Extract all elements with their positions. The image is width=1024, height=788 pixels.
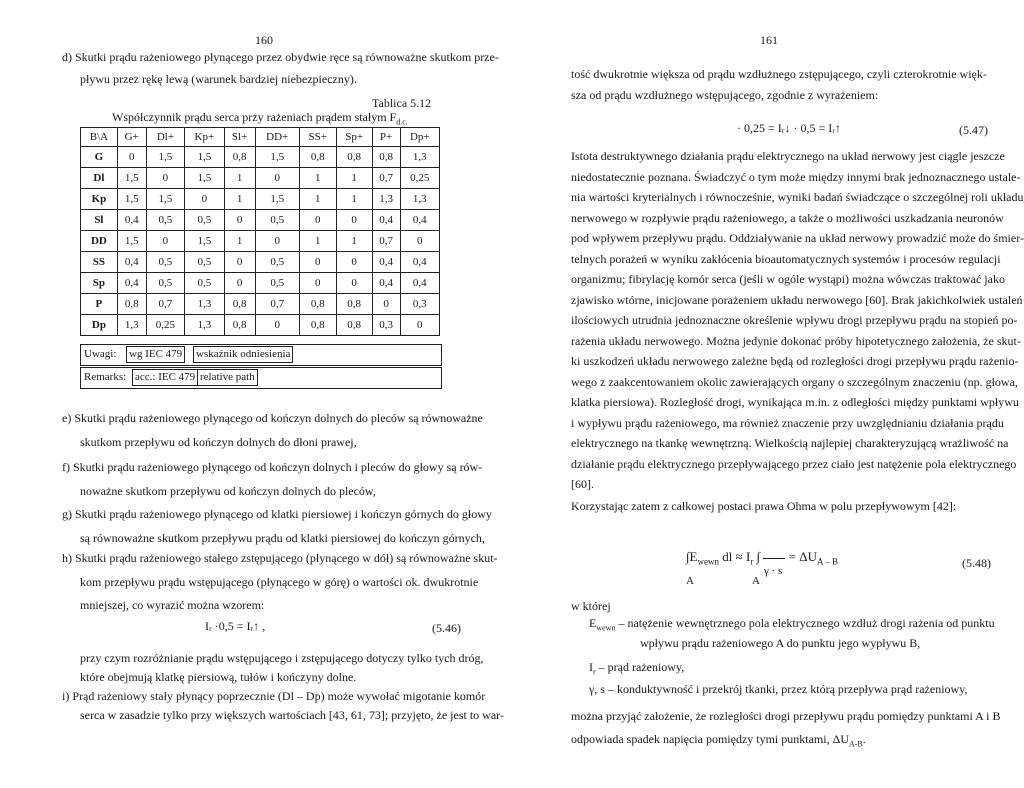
table-cell: 0,5 — [146, 210, 185, 231]
body-line: elektrycznego na tkankę wewnętrzną. Wielkością najlepiej charakteryzującą wrażliwość na — [571, 436, 1009, 450]
col-header: Dl+ — [146, 128, 185, 147]
table-cell: 1 — [224, 168, 255, 189]
table-cell: 0,7 — [372, 231, 400, 252]
formula-number: (5.47) — [959, 123, 988, 137]
ohm-line: Korzystając zatem z całkowej postaci prawa Ohma w polu przepływowym [42]: — [571, 499, 957, 513]
paragraph-line: f) Skutki prądu rażeniowego płynącego od kończyn dolnych i pleców do głowy są rów- — [62, 460, 483, 474]
table-cell: 1,5 — [146, 189, 185, 210]
table-cell: 0 — [400, 315, 439, 336]
table-cell: 0 — [336, 273, 372, 294]
paragraph-line: mniejszej, co wyrazić można wzorem: — [80, 598, 265, 612]
table-cell: 1,5 — [255, 147, 299, 168]
table-cell: 0 — [299, 210, 336, 231]
col-header: Kp+ — [185, 128, 224, 147]
table-cell: 0,5 — [146, 252, 185, 273]
table-row — [81, 273, 440, 294]
body-line: działanie prądu elektrycznego przepływającego przez ciało jest natężenie pola elektrycznego — [571, 456, 1017, 471]
note-box: wskaźnik odniesienia — [193, 346, 293, 363]
table-row — [81, 231, 440, 252]
table-row — [81, 210, 440, 231]
page-number: 160 — [255, 33, 273, 47]
table-cell: 0 — [299, 252, 336, 273]
coefficient-table — [80, 127, 440, 336]
right-page — [512, 0, 1024, 788]
table-cell: 0,5 — [185, 273, 224, 294]
col-header: SS+ — [299, 128, 336, 147]
definition-line: $I_r$ – prąd rażeniowy, — [589, 660, 685, 677]
table-cell: 0,4 — [372, 252, 400, 273]
integral-limit: A — [686, 575, 694, 587]
col-header: Sl+ — [224, 128, 255, 147]
table-caption: Współczynnik prądu serca przy rażeniach prądem stałym $F_{d.c.}$ — [112, 110, 408, 127]
col-header: Sp+ — [336, 128, 372, 147]
table-cell: 0,8 — [299, 147, 336, 168]
table-cell: 0,4 — [117, 252, 146, 273]
fraction-denominator: γ · s — [764, 565, 783, 577]
table-row — [81, 294, 440, 315]
table-cell: 0,7 — [146, 294, 185, 315]
text-line: tość dwukrotnie większa od prądu wzdłużnego zstępującego, czyli czterokrotnie więk- — [571, 67, 987, 81]
integral-limit: A — [752, 575, 760, 587]
table-cell: 1,3 — [372, 189, 400, 210]
table-row — [81, 315, 440, 336]
table-cell: 0 — [255, 168, 299, 189]
body-line: niedostatecznie poznana. Świadczyć o tym może między innymi brak jednoznacznego ustale- — [571, 169, 1021, 184]
table-row — [81, 189, 440, 210]
definition-line: γ, s – konduktywność i przekrój tkanki, przez którą przepływa prąd rażeniowy, — [589, 682, 968, 696]
table-cell: 0,8 — [224, 315, 255, 336]
table-cell: 0,25 — [146, 315, 185, 336]
table-cell: 0 — [400, 231, 439, 252]
body-line: Istota destruktywnego działania prądu elektrycznego na układ nerwowy jest ciągle jeszcze — [571, 149, 1005, 163]
table-cell: 0,8 — [299, 294, 336, 315]
table-cell: 0 — [224, 273, 255, 294]
table-cell: 1,5 — [185, 168, 224, 189]
table-cell: 0,8 — [224, 294, 255, 315]
body-line: organizmu; fibrylację komór serca (jeśli w ogóle wystąpi) można wówczas traktować jako — [571, 272, 1005, 286]
table-cell: 0,4 — [117, 210, 146, 231]
table-cell: 0,3 — [372, 315, 400, 336]
table-cell: 1 — [336, 231, 372, 252]
table-cell: 1,3 — [400, 189, 439, 210]
table-header-row — [81, 128, 440, 147]
table-cell: 0 — [255, 231, 299, 252]
closing-line: odpowiada spadek napięcia pomiędzy tymi punktami, $\Delta U_{A-B}$. — [571, 732, 866, 749]
table-cell: 0,5 — [255, 252, 299, 273]
table-cell: 0,4 — [400, 273, 439, 294]
note-row-uwagi — [80, 344, 442, 366]
table-cell: 0,5 — [255, 210, 299, 231]
row-header: Kp — [81, 189, 118, 210]
note-label: Uwagi: — [84, 348, 117, 360]
formula-5-46: Iᵣ ·0,5 = Iᵣ↑ , — [205, 619, 266, 633]
formula-number: (5.48) — [962, 556, 991, 570]
table-cell: 0,8 — [336, 315, 372, 336]
intro-line: d) Skutki prądu rażeniowego płynącego przez obydwie ręce są równoważne skutkom prze- — [62, 50, 499, 64]
row-header: DD — [81, 231, 118, 252]
table-cell: 0,8 — [299, 315, 336, 336]
table-cell: 1 — [299, 231, 336, 252]
row-header: G — [81, 147, 118, 168]
table-cell: 0 — [255, 315, 299, 336]
col-header: DD+ — [255, 128, 299, 147]
paragraph-line: i) Prąd rażeniowy stały płynący poprzecznie (Dl – Dp) może wywołać migotanie komór — [62, 689, 486, 703]
formula-number: (5.46) — [432, 621, 461, 635]
table-cell: 1,3 — [400, 147, 439, 168]
table-cell: 0 — [185, 189, 224, 210]
table-cell: 1 — [299, 189, 336, 210]
paragraph-line: są równoważne skutkom przepływu prądu od klatki piersiowej do kończyn górnych, — [80, 530, 485, 545]
note-box: wg IEC 479 — [126, 346, 185, 363]
col-header: G+ — [117, 128, 146, 147]
body-line: nerwowego w rozpływie prądu rażeniowego, a także o możliwości uszkadzania neuronów — [571, 210, 1004, 225]
table-cell: 1 — [224, 231, 255, 252]
table-cell: 0,5 — [185, 210, 224, 231]
table-cell: 0,4 — [117, 273, 146, 294]
body-line: telnych porażeń w wyniku zakłócenia bioautomatycznych systemów i procesów regulacji — [571, 251, 1001, 266]
body-line: rażenia układu nerwowego. Można jedynie dokonać próby hipotetycznego założenia, że skut- — [571, 333, 1021, 348]
body-line: ki uszkodzeń układu nerwowego zależne będą od rozległości drogi przepływu prądu rażenio- — [571, 354, 1019, 368]
paragraph-line: kom przepływu prądu wstępującego (płynącego w górę) o wartości ok. dwukrotnie — [80, 574, 479, 589]
paragraph-line: przy czym rozróżnianie prądu wstępującego i zstępującego dotyczy tylko tych dróg, — [80, 651, 484, 665]
table-cell: 0,4 — [400, 252, 439, 273]
table-cell: 0,8 — [117, 294, 146, 315]
table-cell: 1,5 — [185, 231, 224, 252]
table-cell: 0,4 — [400, 210, 439, 231]
col-header: B\A — [81, 128, 118, 147]
body-line: ilościowych utrudnia jednoznaczne określenie wpływu drogi przepływu prądu na stopień po- — [571, 313, 1018, 327]
body-line: [60]. — [571, 477, 594, 491]
row-header: Dp — [81, 315, 118, 336]
col-header: P+ — [372, 128, 400, 147]
table-label: Tablica 5.12 — [372, 96, 432, 110]
table-cell: 0,25 — [400, 168, 439, 189]
formula-5-48: $\int E_{wewn}$ dl ≈ $I_r$ ∫ = $\Delta U_{A - B}$ — [686, 549, 839, 567]
table-cell: 1,5 — [117, 168, 146, 189]
note-row-remarks — [80, 367, 442, 389]
text-line: sza od prądu wzdłużnego wstępującego, zgodnie z wyrażeniem: — [571, 88, 879, 102]
table-cell: 1,5 — [117, 189, 146, 210]
table-cell: 1,3 — [117, 315, 146, 336]
table-cell: 1,5 — [117, 231, 146, 252]
body-line: nia wartości kryterialnych i równocześnie, wyniki badań świadczące o szczególnej roli układu — [571, 190, 1024, 204]
intro-line: pływu przez rękę lewą (warunek bardziej niebezpieczny). — [80, 72, 357, 86]
body-line: pod wpływem przepływu prądu. Oddziaływanie na układ nerwowy prowadzić może do śmier- — [571, 231, 1024, 245]
body-line: wego z zaakcentowaniem okolic zawierających organy o szczególnym znaczeniu (np. głowa, — [571, 374, 1018, 389]
table-cell: 0 — [336, 252, 372, 273]
row-header: Sp — [81, 273, 118, 294]
table-cell: 0,7 — [255, 294, 299, 315]
table-cell: 0,8 — [224, 147, 255, 168]
definition-line: wpływu prądu rażeniowego A do punktu jego wypływu B, — [640, 636, 921, 650]
paragraph-line: e) Skutki prądu rażeniowego płynącego od kończyn dolnych do pleców są równoważne — [62, 411, 483, 425]
body-line: klatka piersiowa). Rozległość drogi, wynikająca m.in. z odległości między punktami wpływu — [571, 395, 1019, 409]
table-cell: 1 — [299, 168, 336, 189]
note-label: Remarks: — [84, 371, 127, 383]
table-cell: 1 — [336, 168, 372, 189]
table-cell: 0,8 — [372, 147, 400, 168]
where-label: w której — [571, 599, 611, 613]
paragraph-line: g) Skutki prądu rażeniowego płynącego od klatki piersiowej i kończyn górnych do głowy — [62, 507, 492, 521]
table-row — [81, 252, 440, 273]
table-row — [81, 147, 440, 168]
table-cell: 1,3 — [185, 315, 224, 336]
row-header: P — [81, 294, 118, 315]
page-number: 161 — [760, 33, 778, 47]
table-cell: 0 — [146, 231, 185, 252]
table-cell: 1 — [224, 189, 255, 210]
row-header: Sl — [81, 210, 118, 231]
table-cell: 0,8 — [336, 294, 372, 315]
col-header: Dp+ — [400, 128, 439, 147]
formula-5-47: · 0,25 = Iᵣ↓ · 0,5 = Iᵣ↑ — [737, 121, 842, 135]
table-cell: 0,8 — [336, 147, 372, 168]
paragraph-line: h) Skutki prądu rażeniowego stałego zstępującego (płynącego w dół) są równoważne skut- — [62, 551, 498, 565]
table-cell: 0,5 — [185, 252, 224, 273]
closing-line: można przyjąć założenie, że rozległości drogi przepływu prądu pomiędzy punktami A i B — [571, 709, 1001, 723]
table-cell: 1,3 — [185, 294, 224, 315]
note-box: acc.: IEC 479 — [132, 369, 198, 386]
table-cell: 0,3 — [400, 294, 439, 315]
row-header: Dl — [81, 168, 118, 189]
table-row — [81, 168, 440, 189]
body-line: i wypływu prądu rażeniowego, ma również znaczenie przy uwzględnianiu działania prądu — [571, 415, 1004, 430]
definition-line: $E_{wewn}$ – natężenie wewnętrznego pola elektrycznego wzdłuż drogi rażenia od punktu — [589, 616, 995, 633]
body-line: zjawisko wtórne, inicjowane porażeniem układu nerwowego [60]. Brak jakichkolwiek ustaleń — [571, 292, 1023, 307]
table-cell: 0 — [336, 210, 372, 231]
table-cell: 1,5 — [146, 147, 185, 168]
table-cell: 0 — [224, 252, 255, 273]
table-cell: 1,5 — [185, 147, 224, 168]
table-cell: 0 — [146, 168, 185, 189]
table-cell: 0,5 — [146, 273, 185, 294]
paragraph-line: skutkom przepływu od kończyn dolnych do dłoni prawej, — [80, 434, 357, 449]
table-cell: 0,4 — [372, 210, 400, 231]
table-body — [81, 147, 440, 336]
table-cell: 0,5 — [255, 273, 299, 294]
table-cell: 0 — [372, 294, 400, 315]
table-cell: 0 — [117, 147, 146, 168]
table-cell: 1,5 — [255, 189, 299, 210]
note-box: relative path — [197, 369, 258, 386]
paragraph-line: które obejmują klatkę piersiową, tułów i kończyny dolne. — [80, 670, 357, 684]
table-cell: 0,4 — [372, 273, 400, 294]
table-cell: 0 — [299, 273, 336, 294]
row-header: SS — [81, 252, 118, 273]
table-cell: 1 — [336, 189, 372, 210]
table-cell: 0 — [224, 210, 255, 231]
table-cell: 0,7 — [372, 168, 400, 189]
paragraph-line: noważne skutkom przepływu od kończyn dolnych do pleców, — [80, 483, 376, 498]
paragraph-line: serca w zasadzie tylko przy większych wartościach [43, 61, 73]; przyjęto, że jest to war- — [80, 708, 504, 722]
